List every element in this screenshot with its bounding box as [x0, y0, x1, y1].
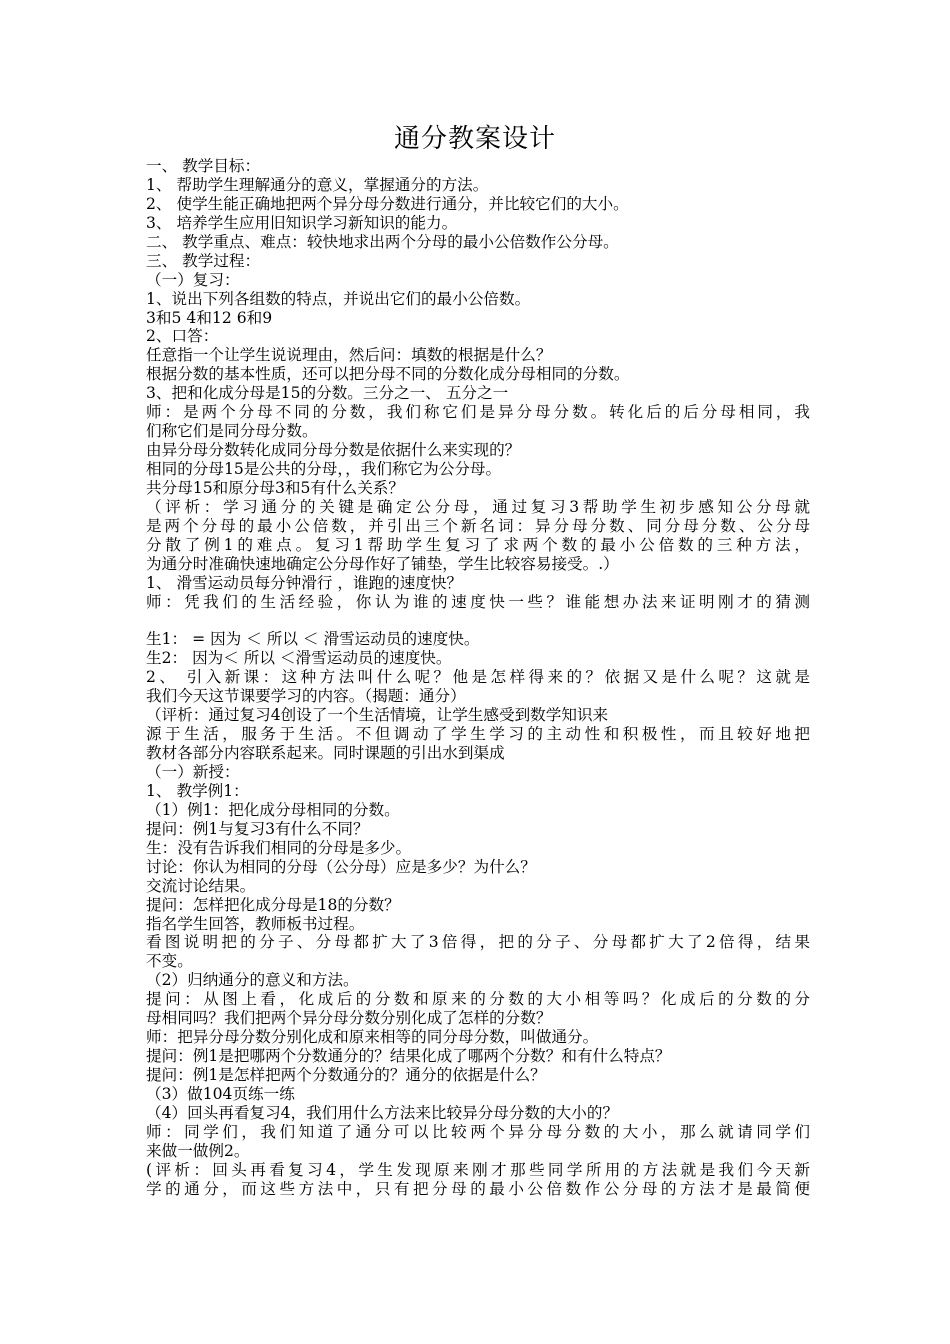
text-line: 分散了例1的难点。复习1帮助学生复习了求两个数的最小公倍数的三种方法，	[146, 535, 810, 554]
text-line: 母相同吗？我们把两个异分母分数分别化成了怎样的分数？	[146, 1009, 552, 1028]
text-line: 一、 教学目标：	[146, 157, 261, 175]
text-line: 根据分数的基本性质，还可以把分母不同的分数化成分母相同的分数。	[146, 365, 630, 384]
text-line: （4）回头再看复习4，我们用什么方法来比较异分母分数的大小的？	[146, 1103, 619, 1122]
text-line: 生：没有告诉我们相同的分母是多少。	[146, 838, 412, 857]
blank-line	[146, 612, 810, 631]
text-line: 任意指一个让学生说说理由，然后问：填数的根据是什么？	[146, 346, 552, 365]
text-line: 相同的分母15是公共的分母，，我们称它为公分母。	[146, 460, 502, 478]
text-line: 提问：例1与复习3有什么不同？	[146, 819, 369, 838]
text-line: 1、 滑雪运动员每分钟滑行 ，谁跑的速度快？	[146, 573, 463, 592]
text-line: 1、 教学例1：	[146, 781, 249, 800]
text-line: 为通分时准确快速地确定公分母作好了铺垫，学生比较容易接受。.）	[146, 554, 619, 573]
text-line: （一）新授：	[146, 763, 240, 781]
text-line: 们称它们是同分母分数。	[146, 422, 318, 441]
text-line: （1）例1：把化成分母相同的分数。	[146, 800, 400, 819]
text-line: 源于生活，服务于生活。不但调动了学生学习的主动性和积极性，而且较好地把	[146, 725, 810, 744]
text-line: 学的通分，而这些方法中，只有把分母的最小公倍数作公分母的方法才是最简便	[146, 1179, 810, 1198]
text-line: （评析：学习通分的关键是确定公分母，通过复习3帮助学生初步感知公分母就	[146, 497, 810, 516]
text-line: 3和5 4和12 6和9	[146, 308, 273, 327]
text-line: 我们今天这节课要学习的内容。（揭题：通分）	[146, 687, 466, 706]
text-line: 教材各部分内容联系起来。同时课题的引出水到渠成	[146, 744, 505, 763]
text-line: 二、 教学重点、难点：较快地求出两个分母的最小公倍数作公分母。	[146, 232, 619, 251]
text-line: 2、 使学生能正确地把两个异分母分数进行通分，并比较它们的大小。	[146, 194, 629, 213]
text-line: 生1： = 因为 ＜ 所以 ＜ 滑雪运动员的速度快。	[146, 630, 480, 649]
text-line: 指名学生回答，教师板书过程。	[146, 914, 365, 933]
text-line: （评析：通过复习4创设了一个生活情境，让学生感受到数学知识来	[146, 706, 609, 725]
text-line: 师：是两个分母不同的分数，我们称它们是异分母分数。转化后的后分母相同，我	[146, 403, 810, 422]
text-line: 交流讨论结果。	[146, 876, 256, 895]
text-line: 1、 帮助学生理解通分的意义，掌握通分的方法。	[146, 175, 489, 194]
text-line: 师：同学们，我们知道了通分可以比较两个异分母分数的大小，那么就请同学们	[146, 1122, 810, 1141]
text-line: 由异分母分数转化成同分母分数是依据什么来实现的？	[146, 441, 521, 460]
document-title: 通分教案设计	[393, 124, 556, 154]
text-line: 不变。	[146, 952, 193, 971]
text-line: 3、 培养学生应用旧知识学习新知识的能力。	[146, 213, 458, 232]
text-line: （2）归纳通分的意义和方法。	[146, 971, 359, 990]
text-line: 师：把异分母分数分别化成和原来相等的同分母分数，叫做通分。	[146, 1028, 599, 1047]
text-line: 提问：怎样把化成分母是18的分数？	[146, 895, 400, 914]
text-line: 是两个分母的最小公倍数，并引出三个新名词：异分母分数、同分母分数、公分母	[146, 516, 810, 535]
text-line: 提问：从图上看，化成后的分数和原来的分数的大小相等吗？化成后的分数的分	[146, 990, 810, 1009]
text-line: 三、 教学过程：	[146, 251, 261, 270]
text-line: (评析：回头再看复习4，学生发现原来刚才那些同学所用的方法就是我们今天新	[146, 1160, 810, 1179]
text-line: 讨论：你认为相同的分母（公分母）应是多少？为什么？	[146, 857, 536, 876]
text-line: 提问：例1是怎样把两个分数通分的？通分的依据是什么？	[146, 1066, 546, 1084]
text-line: （一）复习：	[146, 270, 240, 289]
text-line: 来做一做例2。	[146, 1141, 250, 1160]
text-line: 1、说出下列各组数的特点，并说出它们的最小公倍数。	[146, 289, 531, 308]
text-line: 共分母15和原分母3和5有什么关系？	[146, 478, 404, 497]
text-line: 看图说明把的分子、分母都扩大了3倍得，把的分子、分母都扩大了2倍得，结果	[146, 933, 810, 952]
text-line: 提问：例1是把哪两个分数通分的？结果化成了哪两个分数？和有什么特点？	[146, 1047, 671, 1066]
text-line: 2、 引入新课：这种方法叫什么呢？他是怎样得来的？依据又是什么呢？这就是	[146, 668, 810, 687]
text-line: 师：凭我们的生活经验，你认为谁的速度快一些？谁能想办法来证明刚才的猜测	[146, 592, 810, 611]
text-line: 生2： 因为＜ 所以 ＜滑雪运动员的速度快。	[146, 649, 452, 668]
text-line: 3、把和化成分母是15的分数。三分之一、 五分之一	[146, 384, 509, 403]
text-line: （3）做104页练一练	[146, 1084, 295, 1103]
text-line: 2、口答：	[146, 327, 219, 346]
document-body	[146, 157, 810, 1199]
